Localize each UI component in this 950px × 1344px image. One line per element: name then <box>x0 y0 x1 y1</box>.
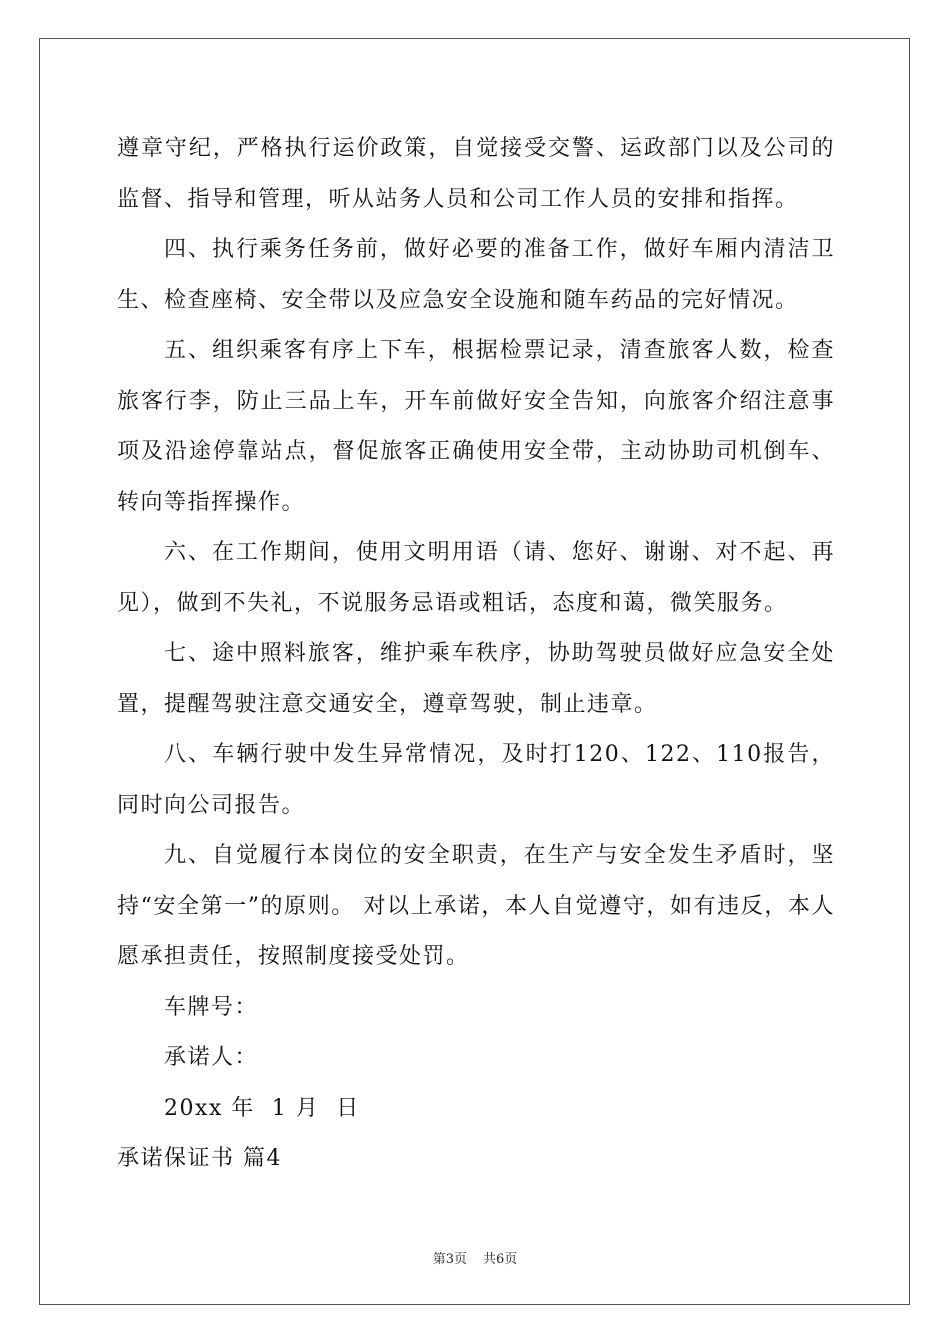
page-footer <box>0 1248 950 1267</box>
paragraph-item-4: 四、执行乘务任务前，做好必要的准备工作，做好车厢内清洁卫生、检查座椅、安全带以及应急安全设施和随车药品的完好情况。 <box>117 237 835 313</box>
paragraph-item-6: 六、在工作期间，使用文明用语（请、您好、谢谢、对不起、再见），做到不失礼，不说服务忌语或粗话，态度和蔼，微笑服务。 <box>117 540 835 616</box>
paragraph-item-9: 九、自觉履行本岗位的安全职责，在生产与安全发生矛盾时，坚持“安全第一”的原则。 对以上承诺，本人自觉遵守，如有违反，本人愿承担责任，按照制度接受处罚。 <box>117 843 835 969</box>
document-body <box>117 124 835 1185</box>
page-total: 共6页 <box>483 1252 518 1267</box>
section-heading: 承诺保证书 篇4 <box>117 1146 282 1171</box>
paragraph-item-5: 五、组织乘客有序上下车，根据检票记录，清查旅客人数，检查旅客行李，防止三品上车，开车前做好安全告知，向旅客介绍注意事项及沿途停靠站点，督促旅客正确使用安全带，主动协助司机倒车、转向等指挥操作。 <box>117 338 835 515</box>
date-line: 20xx 年 1 月 日 <box>164 1095 360 1121</box>
page-number: 第3页 <box>432 1252 467 1267</box>
paragraph-continuation: 遵章守纪，严格执行运价政策，自觉接受交警、运政部门以及公司的监督、指导和管理，听从站务人员和公司工作人员的安排和指挥。 <box>117 136 835 212</box>
paragraph-item-8: 八、车辆行驶中发生异常情况，及时打120、122、110报告，同时向公司报告。 <box>117 742 835 818</box>
license-plate-line: 车牌号： <box>164 994 259 1020</box>
paragraph-item-7: 七、途中照料旅客，维护乘车秩序，协助驾驶员做好应急安全处置，提醒驾驶注意交通安全，遵章驾驶，制止违章。 <box>117 641 835 717</box>
promisor-line: 承诺人： <box>164 1045 259 1070</box>
